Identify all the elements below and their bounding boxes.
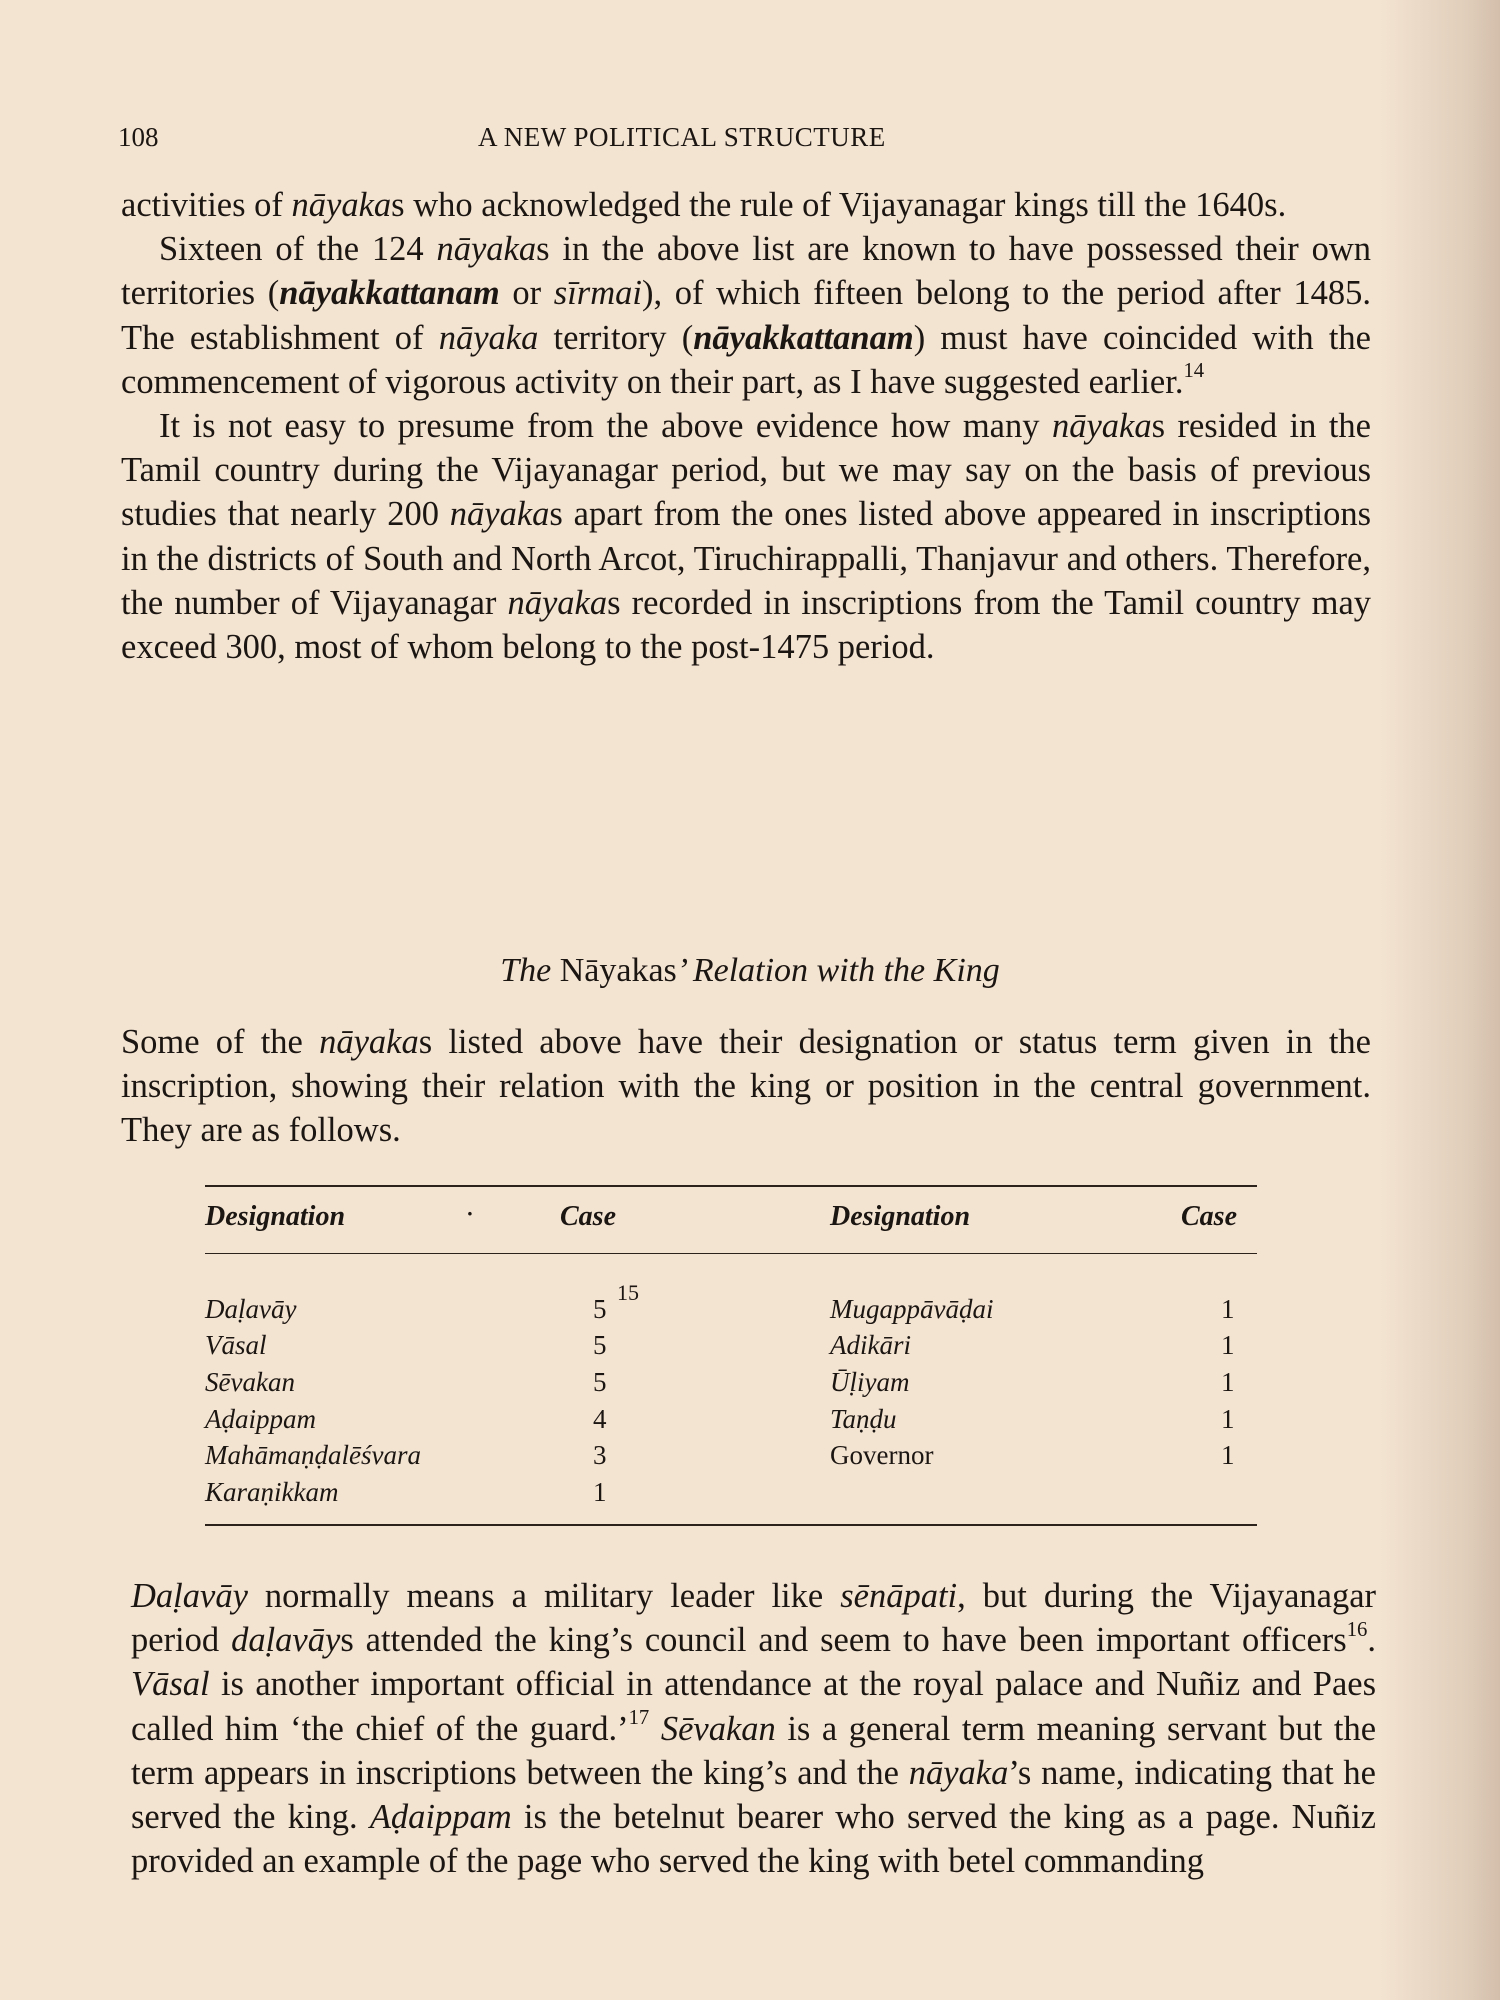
table-row [205,1404,1257,1440]
section-intro [121,1020,1371,1153]
case-cell: 1 [1221,1330,1235,1360]
case-cell: 5 [593,1330,607,1360]
footnote-ref-15: 15 [617,1280,639,1305]
table-header [205,1187,1257,1253]
case-cell: 1 [1221,1404,1235,1434]
header-case-left: Case [560,1200,616,1232]
designation-cell: Mahāmaṇḍalēśvara [205,1440,421,1470]
case-cell: 1 [593,1477,607,1507]
header-designation-right: Designation [830,1200,971,1232]
case-cell: 5 [593,1294,607,1324]
table-row [205,1330,1257,1366]
stray-dot: · [467,1200,473,1226]
case-cell: 1 [1221,1294,1235,1324]
designation-cell: Adikāri [830,1330,911,1360]
running-head [118,122,1348,162]
designation-cell: Karaṇikkam [205,1477,339,1507]
designation-cell: Daḷavāy [205,1294,297,1324]
case-cell: 3 [593,1440,607,1470]
paragraph-territories: Sixteen of the 124 nāyakas in the above list are known to have possessed their own territories (nāyakkattanam or sīrmai), of which fifteen belong to the period after 1485. The establishment of nāyaka territory (nāyakkattanam) must have coincided with the commencement of vigorous activity on their part, as I have suggested earlier.$^{14}$ [121,230,1371,401]
case-cell: 5 [593,1367,607,1397]
case-cell: 1 [1221,1440,1235,1470]
header-designation-left: Designation [205,1200,346,1232]
footnote-ref-16: 16 [1346,1618,1368,1641]
designation-cell: Sēvakan [205,1367,295,1397]
designation-table [205,1185,1257,1526]
intro-text [121,183,1371,669]
table-row [205,1440,1257,1476]
table-body [205,1254,1257,1524]
designation-cell: Taṇḍu [830,1404,897,1434]
closing-text [131,1574,1376,1883]
page-number: 108 [118,122,159,152]
designation-cell: Ūḷiyam [830,1367,910,1397]
table-row [205,1477,1257,1513]
designation-cell: Mugappāvāḍai [830,1294,994,1324]
case-cell: 4 [593,1404,607,1434]
designation-cell: Vāsal [205,1330,267,1360]
table-row [205,1294,1257,1330]
footnote-ref-14: 14 [1183,360,1205,383]
running-title: A NEW POLITICAL STRUCTURE [478,122,886,152]
case-cell: 1 [1221,1367,1235,1397]
paragraph-designation-meanings: Daḷavāy normally means a military leader like sēnāpati, but during the Vijayanagar period daḷavāys attended the king’s council and seem to have been important officers$^{16}$. Vāsal is another important official in attendance at the royal palace and Nuñiz and Paes called him ‘the chief of the guard.’$^{17}$ Sēvakan is a general term meaning servant but the term appears in inscriptions between the king’s and the nāyaka’s name, indicating that he served the king. Aḍaippam is the betelnut bearer who served the king as a page. Nuñiz provided an example of the page who served the king with betel commanding [131,1577,1377,1881]
paragraph-continuation: activities of nāyakas who acknowledged the rule of Vijayanagar kings till the 1640s. [121,186,1287,224]
paragraph-designations: Some of the nāyakas listed above have their designation or status term given in the inscription, showing their relation with the king or position in the central government. They are as follows. [121,1023,1371,1150]
footnote-ref-17: 17 [628,1707,650,1730]
header-case-right: Case [1181,1200,1237,1232]
designation-cell: Aḍaippam [205,1404,316,1434]
section-heading: The Nāyakas’ Relation with the King [500,952,1000,989]
paragraph-estimate: It is not easy to presume from the above evidence how many nāyakas resided in the Tamil country during the Vijayanagar period, but we may say on the basis of previous studies that nearly 200 nāyakas apart from the ones listed above appeared in inscriptions in the districts of South and North Arcot, Tiruchirappalli, Thanjavur and others. Therefore, the number of Vijayanagar nāyakas recorded in inscriptions from the Tamil country may exceed 300, most of whom belong to the post-1475 period. [121,407,1372,667]
designation-cell: Governor [830,1440,934,1470]
table-bottom-rule [205,1524,1257,1526]
table-row [205,1367,1257,1403]
